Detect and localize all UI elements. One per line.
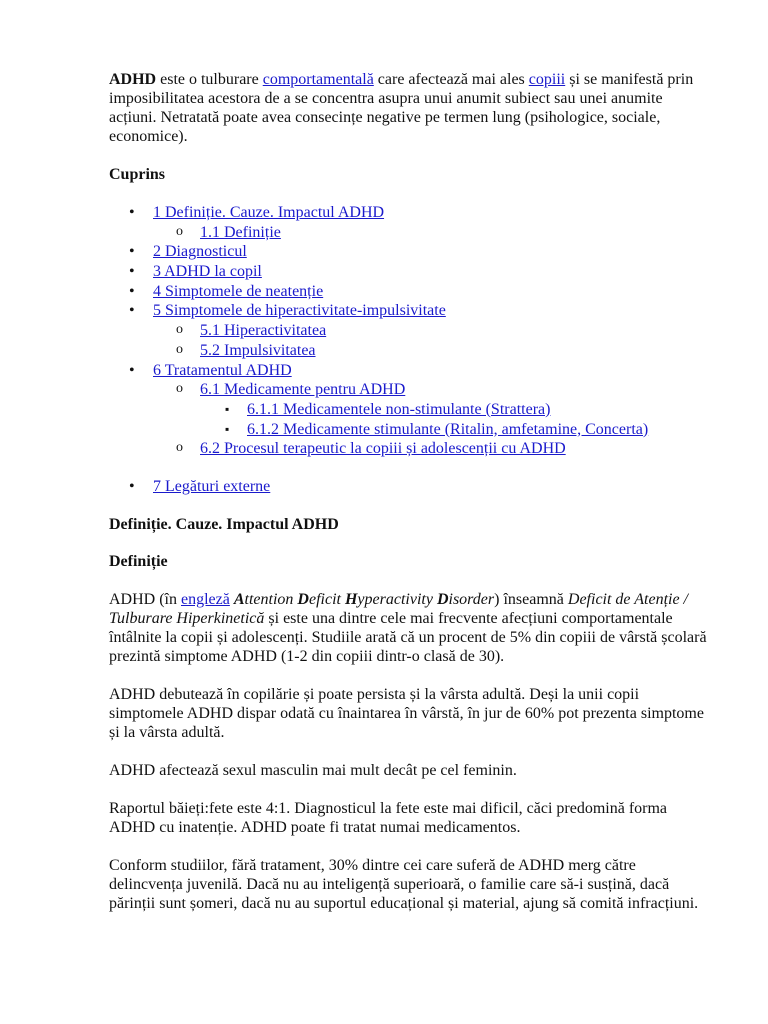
toc-item <box>109 341 709 361</box>
toc-item <box>109 223 709 243</box>
table-of-contents <box>109 203 709 497</box>
intro-term: ADHD <box>109 71 157 88</box>
toc-item <box>109 380 709 400</box>
toc-item <box>109 242 709 262</box>
section-subheading: Definiție <box>109 552 168 570</box>
toc-link-5[interactable]: 5 Simptomele de hiperactivitate-impulsivitate <box>153 302 446 320</box>
toc-link-3[interactable]: 3 ADHD la copil <box>153 263 262 281</box>
paragraph: ADHD afectează sexul masculin mai mult decât pe cel feminin. <box>109 761 517 779</box>
intro-text-2: care afectează mai ales <box>373 71 529 88</box>
para1-letter-h: H <box>344 590 358 608</box>
toc-item <box>109 477 709 497</box>
para1-word-attention: ttention <box>244 590 298 608</box>
toc-link-7[interactable]: 7 Legături externe <box>153 477 271 495</box>
para1-italic-term: Deficit de Atenție / Tulburare Hiperkinetică <box>109 590 688 627</box>
paragraph: ADHD debutează în copilărie și poate persista și la vârsta adultă. Deși la unii copii simptomele ADHD dispar odată cu înaintarea în vârstă, în jur de 60% pot prezenta simptome și la vârsta adultă. <box>109 685 704 741</box>
intro-text-3: și se manifestă prin imposibilitatea acestora de a se concentra asupra unui anumit subiect sau unei anumite acțiuni. Netratată poate avea consecințe negative pe termen lung (psihologice, sociale, economice). <box>109 71 694 145</box>
toc-link-6-2[interactable]: 6.2 Procesul terapeutic la copiii și adolescenții cu ADHD <box>200 440 566 458</box>
para1-letter-a: A <box>233 590 245 608</box>
section-heading: Definiție. Cauze. Impactul ADHD <box>109 515 339 533</box>
paragraph: Raportul băieți:fete este 4:1. Diagnosticul la fete este mai dificil, căci predomină forma ADHD cu inatenție. ADHD poate fi tratat numai medicamentos. <box>109 799 668 836</box>
toc-item <box>109 262 709 282</box>
toc-item <box>109 439 709 459</box>
link-copiii[interactable]: copiii <box>528 71 566 88</box>
toc-link-5-2[interactable]: 5.2 Impulsivitatea <box>200 341 316 359</box>
para1-word-disorder: isorder <box>448 590 495 608</box>
toc-link-1-1[interactable]: 1.1 Definiție <box>200 223 281 241</box>
toc-link-6-1[interactable]: 6.1 Medicamente pentru ADHD <box>200 381 406 399</box>
toc-item <box>109 420 709 440</box>
toc-title: Cuprins <box>109 166 166 183</box>
para1-text-1: ADHD (în <box>109 590 181 608</box>
para1-word-deficit: eficit <box>308 590 345 608</box>
toc-item <box>109 282 709 302</box>
para1-text-2: ) înseamnă <box>494 590 568 608</box>
para1-word-hyperactivity: yperactivity <box>357 590 437 608</box>
definition-paragraph <box>109 590 709 666</box>
toc-link-4[interactable]: 4 Simptomele de neatenție <box>153 282 324 300</box>
toc-link-2[interactable]: 2 Diagnosticul <box>153 243 247 261</box>
intro-paragraph <box>109 70 709 146</box>
toc-link-6-1-2[interactable]: 6.1.2 Medicamente stimulante (Ritalin, amfetamine, Concerta) <box>247 420 649 438</box>
link-comportamentala[interactable]: comportamentală <box>262 71 374 88</box>
article <box>109 70 709 932</box>
toc-link-5-1[interactable]: 5.1 Hiperactivitatea <box>200 322 327 340</box>
para1-text-3: și este una dintre cele mai frecvente afecțiuni comportamentale întâlnite la copii și adolescenți. Studiile arată că un procent de 5% din copiii de vârstă școlară prezintă simptome ADHD (1-2 din copiii dintr-o clasă de 30). <box>109 609 707 665</box>
para1-letter-d2: D <box>436 590 449 608</box>
toc-spacer <box>109 459 709 477</box>
para1-letter-d: D <box>297 590 309 608</box>
paragraph: Conform studiilor, fără tratament, 30% dintre cei care suferă de ADHD merg către delincvența juvenilă. Dacă nu au inteligență superioară, o familie care să-i susțină, dacă părinții sunt șomeri, dacă nu au suportul educațional și material, ajung să comită infracțiuni. <box>109 856 699 912</box>
link-engleza[interactable]: engleză <box>181 590 230 608</box>
toc-link-1[interactable]: 1 Definiție. Cauze. Impactul ADHD <box>153 204 385 221</box>
toc-link-6[interactable]: 6 Tratamentul ADHD <box>153 361 292 379</box>
intro-text-1: este o tulburare <box>156 71 263 88</box>
toc-link-6-1-1[interactable]: 6.1.1 Medicamentele non-stimulante (Strattera) <box>247 400 551 418</box>
toc-item <box>109 361 709 381</box>
toc-item <box>109 321 709 341</box>
toc-item <box>109 400 709 420</box>
toc-item <box>109 203 709 223</box>
toc-item <box>109 301 709 321</box>
